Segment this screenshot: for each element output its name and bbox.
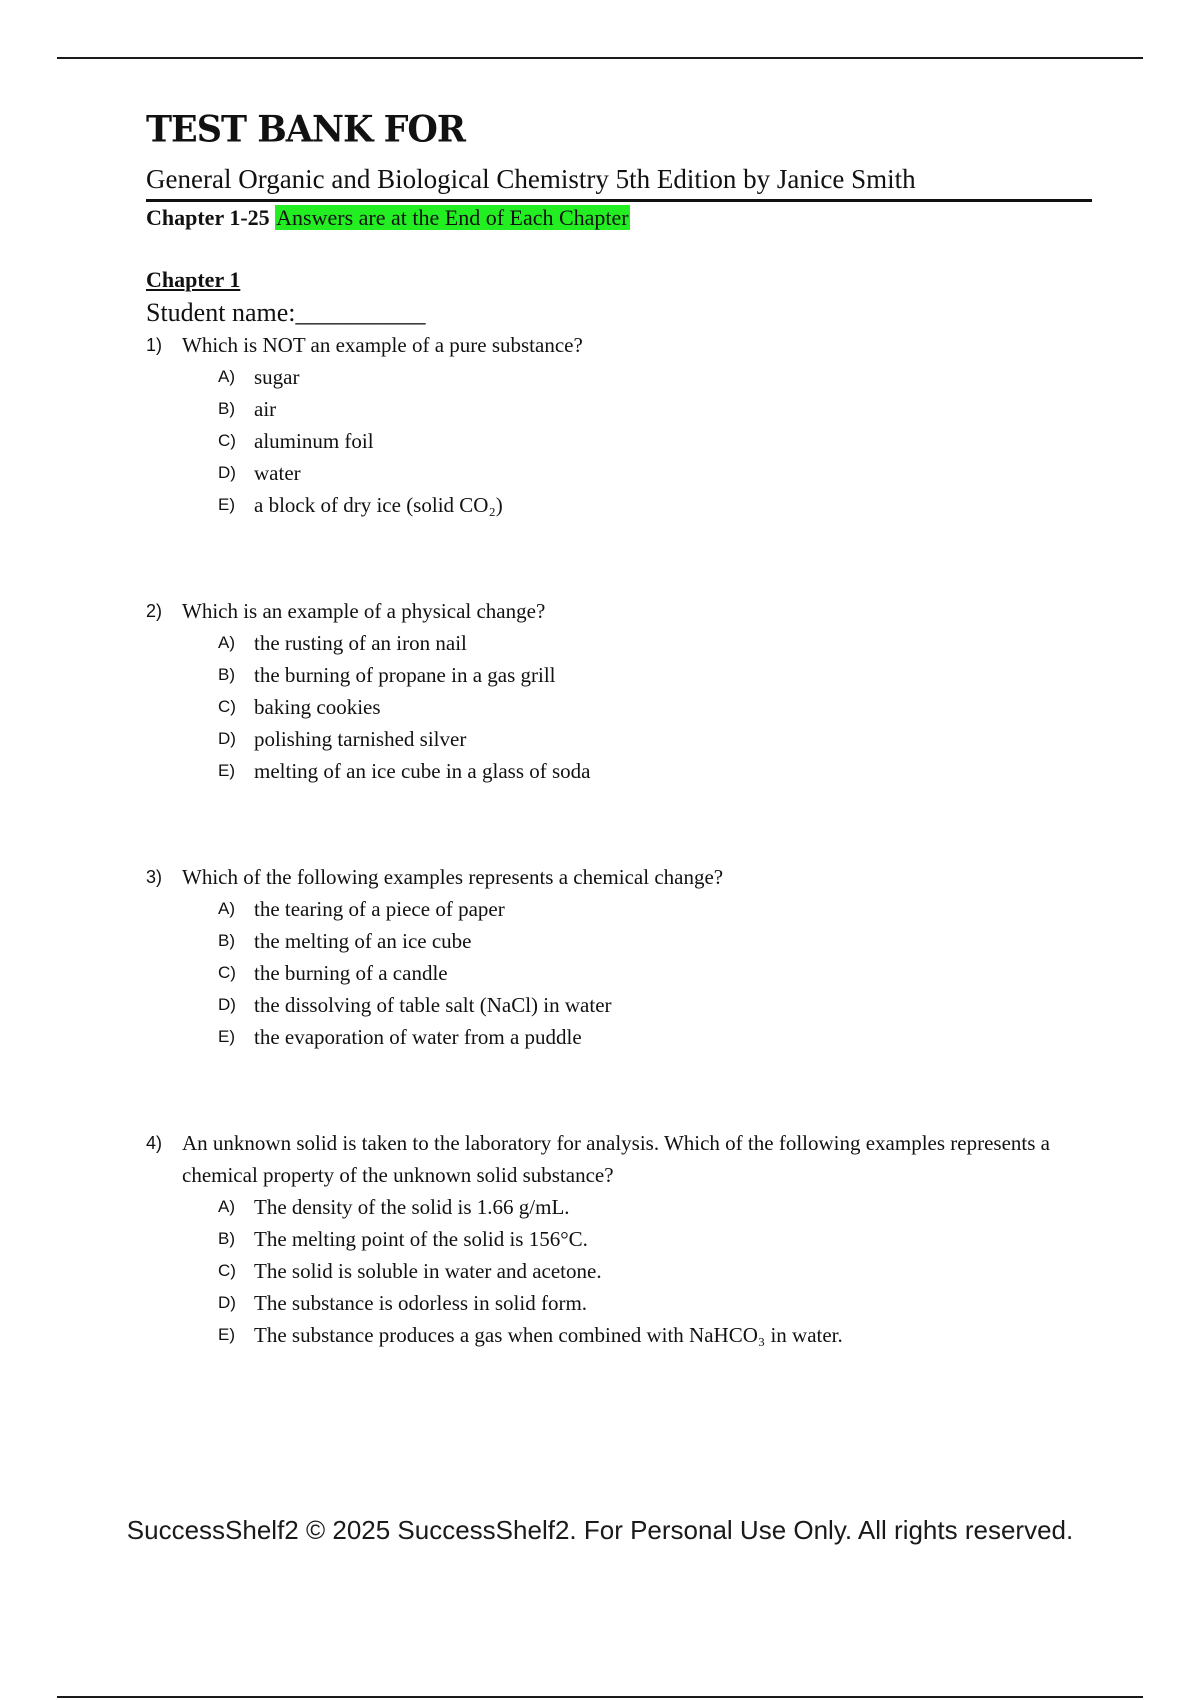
choice-text: the melting of an ice cube — [254, 929, 472, 953]
choice-letter: E) — [218, 495, 235, 514]
choice-letter: D) — [218, 463, 236, 482]
question-4 — [146, 1127, 1094, 1351]
bottom-rule — [57, 1696, 1143, 1698]
choice-letter: B) — [218, 1229, 235, 1248]
choice-letter: A) — [218, 899, 235, 918]
choice-letter: B) — [218, 399, 235, 418]
question-1 — [146, 329, 1094, 521]
choice-text: melting of an ice cube in a glass of soda — [254, 759, 591, 783]
document-title: TEST BANK FOR — [146, 108, 465, 152]
choice-text: polishing tarnished silver — [254, 727, 467, 751]
choice-letter: C) — [218, 431, 236, 450]
answers-note: Answers are at the End of Each Chapter — [276, 205, 629, 230]
choice-item — [218, 1223, 1094, 1255]
choice-item — [218, 425, 1094, 457]
choice-text: a block of dry ice (solid CO₂) — [254, 493, 503, 517]
question-text: Which is NOT an example of a pure substance? — [182, 333, 583, 357]
choice-item — [218, 1191, 1094, 1223]
chapter-range-line — [146, 203, 1094, 233]
choice-letter: E) — [218, 1027, 235, 1046]
choice-letter: C) — [218, 963, 236, 982]
choice-letter: B) — [218, 931, 235, 950]
document-subtitle: General Organic and Biological Chemistry 5th Edition by Janice Smith — [146, 161, 1092, 202]
choice-letter: A) — [218, 633, 235, 652]
chapter-range: Chapter 1-25 — [146, 205, 270, 230]
choice-text: The solid is soluble in water and acetone. — [254, 1259, 602, 1283]
choice-text: the burning of propane in a gas grill — [254, 663, 556, 687]
question-text: Which of the following examples represents a chemical change? — [182, 865, 724, 889]
document-body — [146, 100, 1094, 1351]
choice-text: the burning of a candle — [254, 961, 448, 985]
choice-item — [218, 627, 1094, 659]
choice-text: The substance produces a gas when combined with NaHCO₃ in water. — [254, 1323, 843, 1347]
top-rule — [57, 57, 1143, 59]
choice-item — [218, 755, 1094, 787]
choice-list — [218, 893, 1094, 1053]
question-text: Which is an example of a physical change? — [182, 599, 546, 623]
student-name-field: Student name:__________ — [146, 298, 426, 327]
choice-letter: C) — [218, 1261, 236, 1280]
choice-item — [218, 723, 1094, 755]
choice-item — [218, 489, 1094, 521]
choice-item — [218, 1255, 1094, 1287]
choice-list — [218, 361, 1094, 521]
choice-item — [218, 691, 1094, 723]
choice-item — [218, 1287, 1094, 1319]
question-2 — [146, 595, 1094, 787]
choice-text: water — [254, 461, 301, 485]
question-number: 4) — [146, 1133, 163, 1153]
chapter-heading: Chapter 1 — [146, 267, 241, 292]
choice-item — [218, 925, 1094, 957]
question-number: 2) — [146, 601, 163, 621]
choice-item — [218, 659, 1094, 691]
copyright-footer: SuccessShelf2 © 2025 SuccessShelf2. For Personal Use Only. All rights reserved. — [126, 1515, 1074, 1545]
choice-item — [218, 893, 1094, 925]
choice-item — [218, 1021, 1094, 1053]
choice-text: sugar — [254, 365, 300, 389]
choice-item — [218, 457, 1094, 489]
question-text: An unknown solid is taken to the laboratory for analysis. Which of the following examples represents a chemical property of the unknown solid substance? — [182, 1131, 1050, 1187]
choice-letter: A) — [218, 1197, 235, 1216]
choice-letter: E) — [218, 1325, 235, 1344]
choice-text: the evaporation of water from a puddle — [254, 1025, 582, 1049]
choice-text: aluminum foil — [254, 429, 374, 453]
choice-text: air — [254, 397, 277, 421]
choice-text: the tearing of a piece of paper — [254, 897, 505, 921]
choice-text: The melting point of the solid is 156°C. — [254, 1227, 588, 1251]
choice-letter: C) — [218, 697, 236, 716]
choice-letter: D) — [218, 729, 236, 748]
choice-item — [218, 989, 1094, 1021]
choice-text: the dissolving of table salt (NaCl) in water — [254, 993, 612, 1017]
choice-list — [218, 1191, 1094, 1351]
choice-text: The density of the solid is 1.66 g/mL. — [254, 1195, 570, 1219]
choice-letter: E) — [218, 761, 235, 780]
choice-item — [218, 957, 1094, 989]
choice-letter: A) — [218, 367, 235, 386]
choice-text: the rusting of an iron nail — [254, 631, 467, 655]
choice-item — [218, 361, 1094, 393]
choice-item — [218, 393, 1094, 425]
choice-text: The substance is odorless in solid form. — [254, 1291, 588, 1315]
question-number: 3) — [146, 867, 163, 887]
choice-text: baking cookies — [254, 695, 381, 719]
choice-letter: D) — [218, 995, 236, 1014]
choice-list — [218, 627, 1094, 787]
question-number: 1) — [146, 335, 163, 355]
choice-letter: D) — [218, 1293, 236, 1312]
choice-letter: B) — [218, 665, 235, 684]
choice-item — [218, 1319, 1094, 1351]
question-3 — [146, 861, 1094, 1053]
